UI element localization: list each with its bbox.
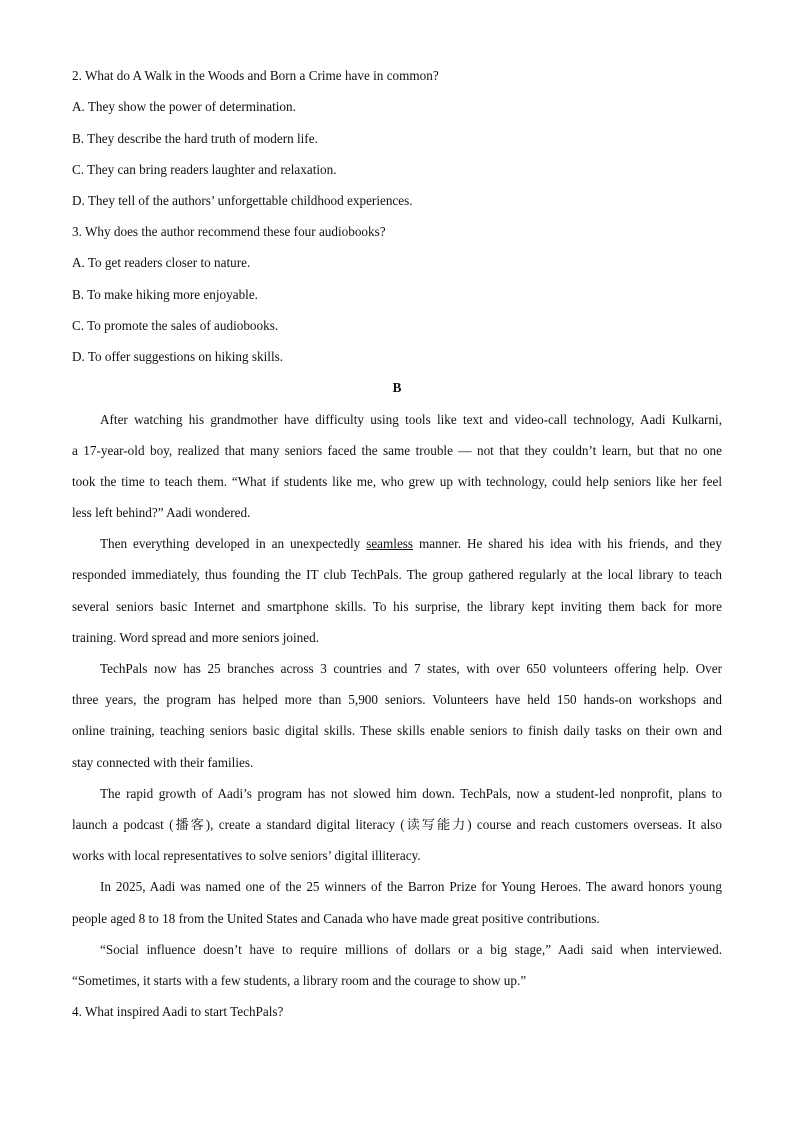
question-3-option-c: C. To promote the sales of audiobooks. bbox=[72, 318, 279, 333]
question-2-option-c: C. They can bring readers laughter and relaxation. bbox=[72, 162, 337, 177]
passage-line: works with local representatives to solve seniors’ digital illiteracy. bbox=[72, 848, 421, 863]
question-3-option-a: A. To get readers closer to nature. bbox=[72, 255, 251, 270]
passage-line: stay connected with their families. bbox=[72, 755, 254, 770]
passage-line: responded immediately, thus founding the IT club TechPals. The group gathered regularly at the local library to teach bbox=[72, 567, 722, 582]
passage-line: a 17-year-old boy, realized that many seniors faced the same trouble — not that they couldn’t learn, but that no one bbox=[72, 443, 722, 458]
passage-text: manner. He shared his idea with his friends, and they bbox=[413, 536, 722, 551]
question-3-option-d: D. To offer suggestions on hiking skills. bbox=[72, 349, 284, 364]
passage-line: less left behind?” Aadi wondered. bbox=[72, 505, 251, 520]
question-2-option-d: D. They tell of the authors’ unforgettable childhood experiences. bbox=[72, 193, 413, 208]
passage-line-with-underlined-word bbox=[100, 536, 722, 552]
passage-line: The rapid growth of Aadi’s program has not slowed him down. TechPals, now a student-led nonprofit, plans to bbox=[100, 786, 722, 801]
question-3-option-b: B. To make hiking more enjoyable. bbox=[72, 287, 258, 302]
passage-line: took the time to teach them. “What if students like me, who grew up with technology, could help seniors like her feel bbox=[72, 474, 722, 489]
question-2-option-a: A. They show the power of determination. bbox=[72, 99, 296, 114]
section-b-heading: B bbox=[392, 380, 402, 395]
underlined-vocabulary-word: seamless bbox=[366, 536, 414, 551]
question-4: 4. What inspired Aadi to start TechPals? bbox=[72, 1004, 284, 1019]
question-2-option-b: B. They describe the hard truth of modern life. bbox=[72, 131, 318, 146]
passage-line: TechPals now has 25 branches across 3 countries and 7 states, with over 650 volunteers offering help. Over bbox=[100, 661, 722, 676]
passage-line: three years, the program has helped more than 5,900 seniors. Volunteers have held 150 hands-on workshops and bbox=[72, 692, 722, 707]
passage-line: people aged 8 to 18 from the United States and Canada who have made great positive contributions. bbox=[72, 911, 600, 926]
passage-line: “Sometimes, it starts with a few students, a library room and the courage to show up.” bbox=[72, 973, 527, 988]
passage-line: several seniors basic Internet and smartphone skills. To his surprise, the library kept inviting them back for more bbox=[72, 599, 722, 614]
passage-line: In 2025, Aadi was named one of the 25 winners of the Barron Prize for Young Heroes. The award honors young bbox=[100, 879, 722, 894]
passage-line: “Social influence doesn’t have to require millions of dollars or a big stage,” Aadi said when interviewed. bbox=[100, 942, 722, 957]
passage-line: training. Word spread and more seniors joined. bbox=[72, 630, 320, 645]
question-3: 3. Why does the author recommend these four audiobooks? bbox=[72, 224, 386, 239]
passage-line: launch a podcast (播客), create a standard digital literacy (读写能力) course and reach customers overseas. It also bbox=[72, 817, 722, 832]
passage-line: online training, teaching seniors basic digital skills. These skills enable seniors to finish daily tasks on their own and bbox=[72, 723, 722, 738]
passage-line: After watching his grandmother have difficulty using tools like text and video-call technology, Aadi Kulkarni, bbox=[100, 412, 722, 427]
question-2: 2. What do A Walk in the Woods and Born a Crime have in common? bbox=[72, 68, 439, 83]
passage-text: Then everything developed in an unexpectedly bbox=[100, 536, 367, 551]
